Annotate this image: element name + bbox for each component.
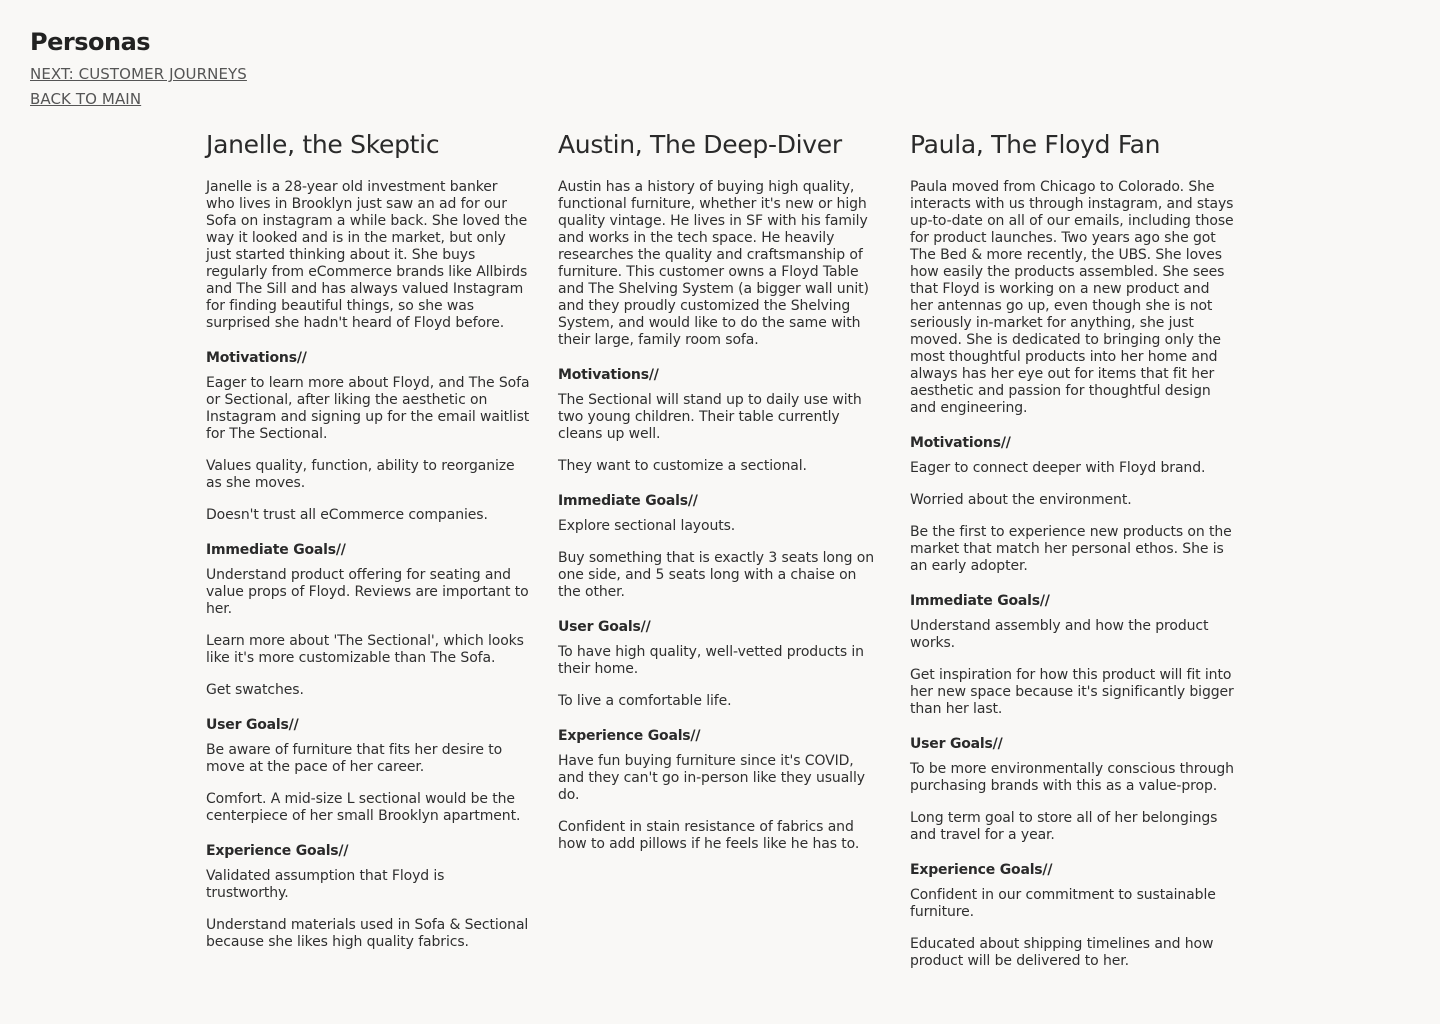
persona-name: Janelle, the Skeptic [206,130,440,159]
next-customer-journeys-link[interactable]: NEXT: CUSTOMER JOURNEYS [30,65,247,83]
persona-name: Austin, The Deep-Diver [558,130,842,159]
persona-card-austin [558,126,882,868]
user-goal-item: Be aware of furniture that fits her desire to move at the pace of her career. [206,742,503,775]
immediate-goal-item: Learn more about 'The Sectional', which looks like it's more customizable than The Sofa. [206,633,524,666]
experience-goal-item: Validated assumption that Floyd is trustworthy. [206,868,445,901]
immediate-goal-item: Understand product offering for seating and value props of Floyd. Reviews are important to her. [206,567,529,617]
persona-bio: Austin has a history of buying high quality, functional furniture, whether it's new or high quality vintage. He lives in SF with his family and works in the tech space. He heavily researches the quality and craftsmanship of furniture. This customer owns a Floyd Table and The Shelving System (a bigger wall unit) and they proudly customized the Shelving System, and would like to do the same with their large, family room sofa. [558,179,869,348]
immediate-goals-heading: Immediate Goals// [558,493,698,509]
motivation-item: Eager to learn more about Floyd, and The Sofa or Sectional, after liking the aesthetic on Instagram and signing up for the email waitlist for The Sectional. [206,375,530,442]
user-goals-heading: User Goals// [910,736,1003,752]
persona-bio: Janelle is a 28-year old investment banker who lives in Brooklyn just saw an ad for our Sofa on instagram a while back. She loved the way it looked and is in the market, but only just started thinking about it. She buys regularly from eCommerce brands like Allbirds and The Sill and has always valued Instagram for finding beautiful things, so she was surprised she hadn't heard of Floyd before. [206,179,528,331]
motivation-item: Eager to connect deeper with Floyd brand. [910,460,1206,476]
experience-goals-heading: Experience Goals// [910,862,1053,878]
user-goal-item: To live a comfortable life. [558,693,732,709]
motivation-item: Be the first to experience new products on the market that match her personal ethos. She is an early adopter. [910,524,1232,574]
immediate-goal-item: Get swatches. [206,682,304,698]
user-goal-item: Comfort. A mid-size L sectional would be the centerpiece of her small Brooklyn apartment. [206,791,521,824]
experience-goal-item: Have fun buying furniture since it's COVID, and they can't go in-person like they usually do. [558,753,865,803]
motivations-heading: Motivations// [558,367,659,383]
motivations-heading: Motivations// [910,435,1011,451]
user-goal-item: To have high quality, well-vetted products in their home. [558,644,864,677]
motivation-item: Doesn't trust all eCommerce companies. [206,507,488,523]
user-goal-item: Long term goal to store all of her belongings and travel for a year. [910,810,1218,843]
experience-goals-heading: Experience Goals// [206,843,349,859]
page-header [30,28,247,112]
experience-goal-item: Understand materials used in Sofa & Sectional because she likes high quality fabrics. [206,917,529,950]
immediate-goals-heading: Immediate Goals// [206,542,346,558]
experience-goal-item: Confident in our commitment to sustainable furniture. [910,887,1216,920]
persona-bio: Paula moved from Chicago to Colorado. She interacts with us through instagram, and stays up-to-date on all of our emails, including those for product launches. Two years ago she got The Bed & more recently, the UBS. She loves how easily the products assembled. She sees that Floyd is working on a new product and her antennas go up, even though she is not seriously in-market for anything, she just moved. She is dedicated to bringing only the most thoughtful products into her home and always has her eye out for items that fit her aesthetic and passion for thoughtful design and engineering. [910,179,1234,416]
motivation-item: They want to customize a sectional. [558,458,807,474]
immediate-goal-item: Understand assembly and how the product works. [910,618,1209,651]
user-goals-heading: User Goals// [558,619,651,635]
motivations-heading: Motivations// [206,350,307,366]
persona-card-paula [910,126,1234,985]
motivation-item: Worried about the environment. [910,492,1132,508]
back-to-main-link[interactable]: BACK TO MAIN [30,90,142,108]
user-goal-item: To be more environmentally conscious through purchasing brands with this as a value-prop. [910,761,1234,794]
page-title: Personas [30,28,151,56]
persona-name: Paula, The Floyd Fan [910,130,1161,159]
immediate-goal-item: Get inspiration for how this product will fit into her new space because it's significantly bigger than her last. [910,667,1234,717]
experience-goal-item: Confident in stain resistance of fabrics and how to add pillows if he feels like he has to. [558,819,860,852]
user-goals-heading: User Goals// [206,717,299,733]
motivation-item: The Sectional will stand up to daily use with two young children. Their table currently cleans up well. [558,392,862,442]
immediate-goal-item: Explore sectional layouts. [558,518,736,534]
experience-goal-item: Educated about shipping timelines and how product will be delivered to her. [910,936,1214,969]
experience-goals-heading: Experience Goals// [558,728,701,744]
persona-card-janelle [206,126,530,966]
motivation-item: Values quality, function, ability to reorganize as she moves. [206,458,515,491]
immediate-goals-heading: Immediate Goals// [910,593,1050,609]
immediate-goal-item: Buy something that is exactly 3 seats long on one side, and 5 seats long with a chaise on the other. [558,550,875,600]
